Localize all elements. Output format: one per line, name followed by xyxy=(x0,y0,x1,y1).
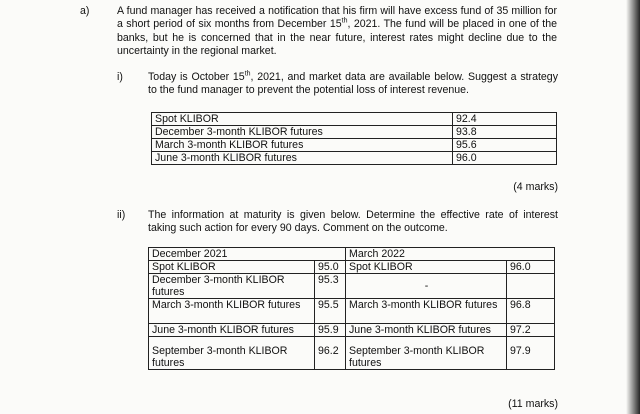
left-item: December 3-month KLIBOR futures xyxy=(149,274,315,299)
table-header-row xyxy=(149,248,555,261)
left-value: 95.9 xyxy=(315,324,346,337)
table-row xyxy=(149,337,555,370)
right-value: 97.9 xyxy=(507,337,555,370)
left-value: 95.0 xyxy=(315,261,346,274)
left-value: 95.5 xyxy=(315,299,346,324)
maturity-data-table xyxy=(148,247,555,370)
page-edge-shadow xyxy=(626,0,640,414)
table-cell-item: December 3-month KLIBOR futures xyxy=(152,126,453,139)
table-cell-item: Spot KLIBOR xyxy=(152,113,453,126)
right-item: - xyxy=(346,274,507,299)
table-cell-value: 93.8 xyxy=(453,126,557,139)
part-i-text-2: , 2021, and market data are available below. Suggest a strategy to the fund manager to prevent the potential loss of interest revenue. xyxy=(148,71,558,97)
left-item: March 3-month KLIBOR futures xyxy=(149,299,315,324)
right-value: 96.8 xyxy=(507,299,555,324)
part-ii-marks: (11 marks) xyxy=(508,398,558,410)
table-cell-value: 92.4 xyxy=(453,113,557,126)
table-cell-item: March 3-month KLIBOR futures xyxy=(152,139,453,152)
table-row xyxy=(152,152,557,165)
table-row xyxy=(152,139,557,152)
part-a-intro xyxy=(117,5,557,59)
left-item: Spot KLIBOR xyxy=(149,261,315,274)
right-item: Spot KLIBOR xyxy=(346,261,507,274)
left-item: June 3-month KLIBOR futures xyxy=(149,324,315,337)
table-cell-item: June 3-month KLIBOR futures xyxy=(152,152,453,165)
part-i-marks: (4 marks) xyxy=(513,181,558,193)
table-row xyxy=(152,113,557,126)
right-item: September 3-month KLIBOR futures xyxy=(346,337,507,370)
part-i-text-1: Today is October 15 xyxy=(148,71,245,83)
table-row xyxy=(149,299,555,324)
table-row xyxy=(149,324,555,337)
left-value: 96.2 xyxy=(315,337,346,370)
right-item: March 3-month KLIBOR futures xyxy=(346,299,507,324)
header-march-2022: March 2022 xyxy=(346,248,555,261)
table-row xyxy=(152,126,557,139)
part-i-sup: th xyxy=(244,70,251,78)
table-row xyxy=(149,274,555,299)
part-i-question xyxy=(148,71,558,98)
right-item: June 3-month KLIBOR futures xyxy=(346,324,507,337)
right-value: 96.0 xyxy=(507,261,555,274)
header-december-2021: December 2021 xyxy=(149,248,346,261)
part-ii-label: ii) xyxy=(117,209,126,221)
part-i-label: i) xyxy=(117,71,123,83)
part-a-label: a) xyxy=(80,5,90,17)
part-a-intro-text-1: A fund manager has received a notification that his firm will have excess fund of 35 million for a short period of six months from December 15 xyxy=(117,5,557,31)
table-cell-value: 95.6 xyxy=(453,139,557,152)
right-value xyxy=(507,274,555,299)
right-value: 97.2 xyxy=(507,324,555,337)
market-data-table xyxy=(151,112,557,165)
part-ii-question: The information at maturity is given below. Determine the effective rate of interest taking such action for every 90 days. Comment on the outcome. xyxy=(148,209,558,235)
left-value: 95.3 xyxy=(315,274,346,299)
table-cell-value: 96.0 xyxy=(453,152,557,165)
table-row xyxy=(149,261,555,274)
part-a-intro-text-2: , 2021. The fund will be placed in one of the banks, but he is concerned that in the near future, interest rates might decline due to the uncertainty in the regional market. xyxy=(117,18,557,58)
part-a-intro-sup: th xyxy=(341,17,348,25)
left-item: September 3-month KLIBOR futures xyxy=(149,337,315,370)
